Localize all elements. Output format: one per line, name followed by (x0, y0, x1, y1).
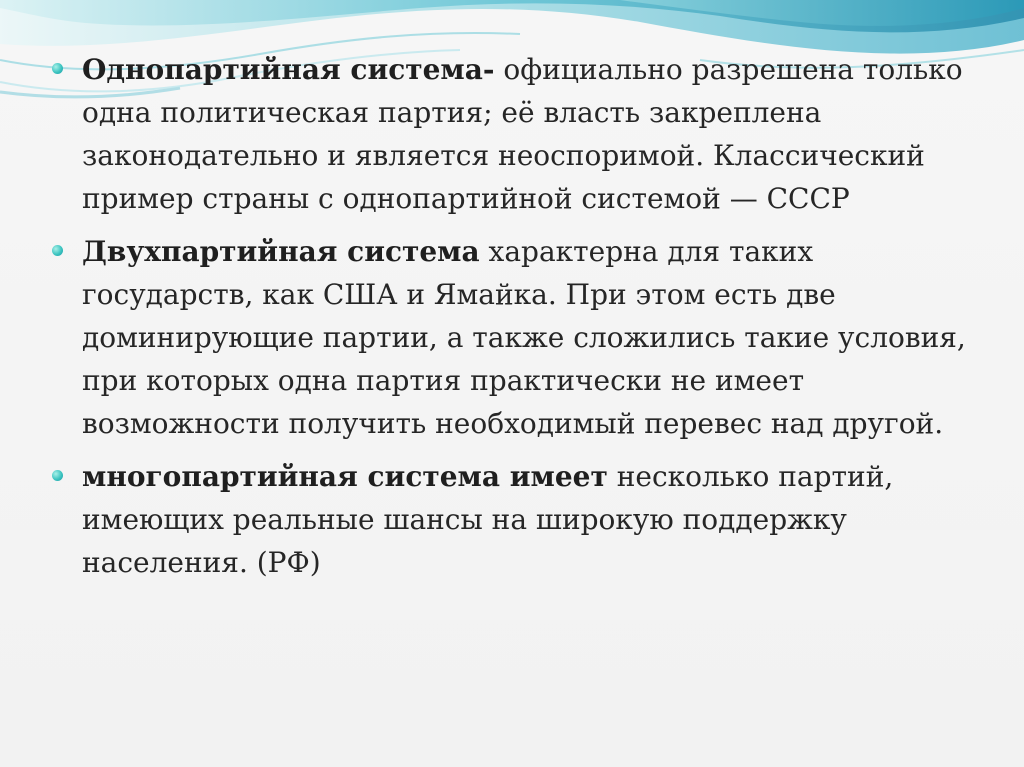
bullet-dot-icon (52, 245, 63, 256)
term-two-party: Двухпартийная система (82, 235, 480, 268)
bullet-list (50, 48, 980, 594)
bullet-one-party (50, 48, 980, 220)
desc-multi-party: несколько партий, имеющих реальные шансы на широкую поддержку населения. (РФ) (82, 460, 894, 579)
desc-one-party: официально разрешена только одна политическая партия; её власть закреплена законодательно и является неоспоримой. Классический пример страны с однопартийной системой — СССР (82, 53, 963, 215)
bullet-dot-icon (52, 63, 63, 74)
desc-two-party: характерна для таких государств, как США и Ямайка. При этом есть две доминирующие партии, а также сложились такие условия, при которых одна партия практически не имеет возможности получить необходимый перевес над другой. (82, 235, 966, 440)
term-multi-party: многопартийная система имеет (82, 460, 608, 493)
term-one-party: Однопартийная система- (82, 53, 495, 86)
bullet-dot-icon (52, 470, 63, 481)
bullet-multi-party (50, 455, 980, 584)
bullet-two-party (50, 230, 980, 445)
